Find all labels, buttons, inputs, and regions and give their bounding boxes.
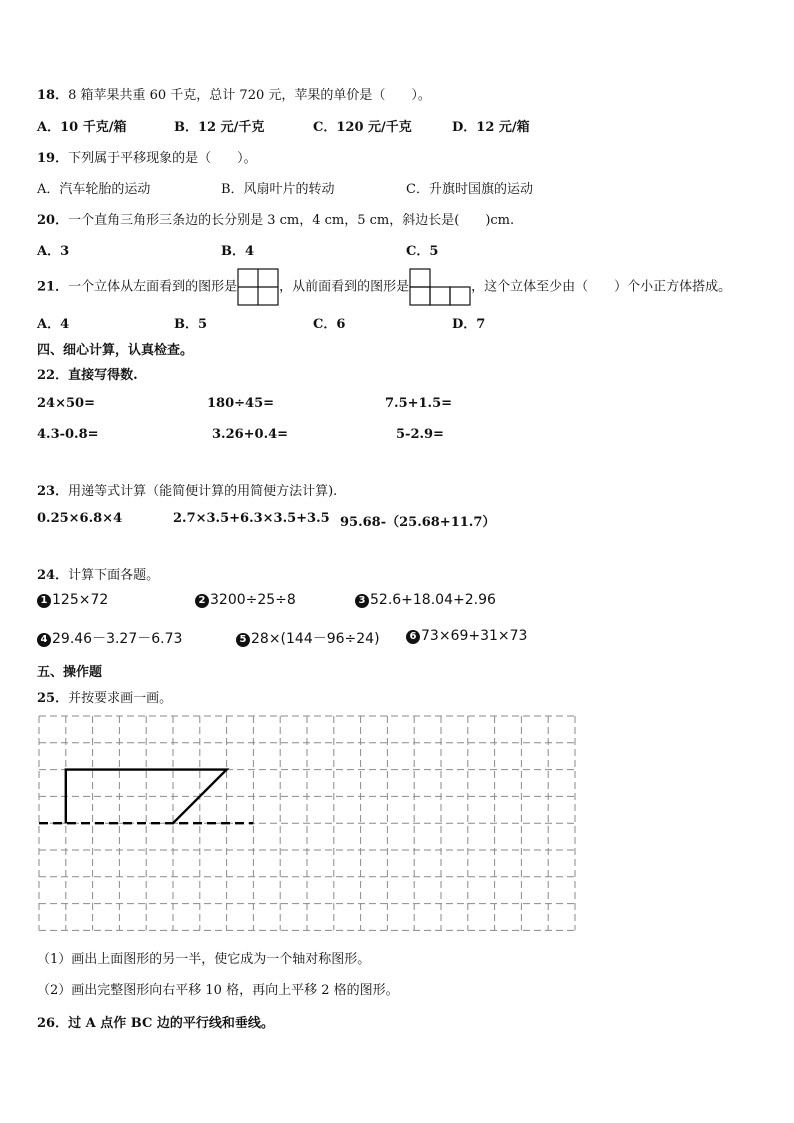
calc-item-4: 4 29.46－3.27－6.73 bbox=[37, 628, 182, 648]
calc-item-5: 5 28×(144－96÷24) bbox=[236, 628, 380, 648]
question-text: 一个直角三角形三条边的长分别是 3 cm，4 cm，5 cm，斜边长是( )cm. bbox=[68, 213, 515, 228]
section-title: 四、细心计算，认真检查。 bbox=[37, 343, 194, 358]
option-b[interactable]: B．12 元/千克 bbox=[174, 120, 265, 135]
question-text-a: 一个立体从左面看到的图形是 bbox=[68, 279, 238, 295]
question-text-c: ，这个立体至少由（ ）个小正方体搭成。 bbox=[471, 279, 732, 295]
option-c[interactable]: C．5 bbox=[406, 244, 439, 259]
calc-item: 4.3-0.8= bbox=[37, 427, 99, 442]
option-a[interactable]: A．4 bbox=[37, 317, 70, 332]
circled-number: 5 bbox=[236, 633, 250, 647]
question-text: 下列属于平移现象的是（ ）。 bbox=[68, 151, 257, 166]
calc-item: 24×50= bbox=[37, 396, 95, 411]
question-18 bbox=[37, 84, 431, 103]
grid-lines bbox=[39, 716, 575, 930]
calc-item: 180÷45= bbox=[207, 396, 275, 411]
calc-item: 3.26+0.4= bbox=[212, 427, 289, 442]
question-number: 19． bbox=[37, 151, 69, 166]
task-1: （1）画出上面图形的另一半，使它成为一个轴对称图形。 bbox=[37, 952, 371, 967]
option-a[interactable]: A．10 千克/箱 bbox=[37, 120, 127, 135]
calc-item: 5-2.9= bbox=[396, 427, 444, 442]
circled-number: 1 bbox=[37, 594, 51, 608]
section-title: 五、操作题 bbox=[37, 665, 103, 680]
calc-item-3: 3 52.6+18.04+2.96 bbox=[355, 592, 496, 608]
question-20 bbox=[37, 209, 514, 228]
calc-item-6: 6 73×69+31×73 bbox=[406, 628, 527, 644]
calc-item-1: 1 125×72 bbox=[37, 592, 108, 608]
question-text-b: ，从前面看到的图形是 bbox=[279, 279, 410, 295]
task-2: （2）画出完整图形向右平移 10 格，再向上平移 2 格的图形。 bbox=[37, 983, 399, 998]
calc-item: 95.68-（25.68+11.7） bbox=[340, 515, 496, 530]
question-text: 直接写得数. bbox=[68, 368, 138, 383]
circled-number: 4 bbox=[37, 633, 51, 647]
option-d[interactable]: D．7 bbox=[452, 317, 486, 332]
question-text: 用递等式计算（能简便计算的用简便方法计算). bbox=[68, 484, 338, 499]
question-text: 计算下面各题。 bbox=[68, 568, 160, 583]
calc-item-2: 2 3200÷25÷8 bbox=[195, 592, 296, 608]
question-number: 22． bbox=[37, 368, 69, 383]
option-c[interactable]: C．120 元/千克 bbox=[313, 120, 412, 135]
question-number: 25． bbox=[37, 691, 69, 706]
circled-number: 3 bbox=[355, 594, 369, 608]
circled-number: 2 bbox=[195, 594, 209, 608]
question-25 bbox=[37, 687, 172, 706]
calc-item: 2.7×3.5+6.3×3.5+3.5 bbox=[173, 511, 330, 526]
option-d[interactable]: D．12 元/箱 bbox=[452, 120, 530, 135]
option-c[interactable]: C．升旗时国旗的运动 bbox=[406, 182, 533, 197]
option-b[interactable]: B．5 bbox=[174, 317, 208, 332]
front-view-figure bbox=[409, 268, 471, 306]
question-number: 20． bbox=[37, 213, 69, 228]
left-view-figure bbox=[237, 268, 279, 306]
drawing-grid[interactable] bbox=[36, 713, 576, 935]
question-number: 18． bbox=[37, 88, 69, 103]
question-19 bbox=[37, 147, 257, 166]
option-a[interactable]: A．3 bbox=[37, 244, 70, 259]
calc-item: 7.5+1.5= bbox=[385, 396, 453, 411]
question-23 bbox=[37, 480, 337, 499]
question-number: 21． bbox=[37, 279, 69, 295]
question-text: 并按要求画一画。 bbox=[68, 691, 173, 706]
question-21 bbox=[37, 268, 731, 306]
question-number: 26． bbox=[37, 1016, 69, 1031]
option-b[interactable]: B．风扇叶片的转动 bbox=[221, 182, 335, 197]
question-number: 23． bbox=[37, 484, 69, 499]
option-a[interactable]: A．汽车轮胎的运动 bbox=[37, 182, 151, 197]
question-text: 8 箱苹果共重 60 千克，总计 720 元，苹果的单价是（ ）。 bbox=[68, 88, 431, 103]
question-text: 过 A 点作 BC 边的平行线和垂线。 bbox=[68, 1016, 274, 1031]
question-24 bbox=[37, 564, 159, 583]
calc-item: 0.25×6.8×4 bbox=[37, 511, 123, 526]
option-b[interactable]: B．4 bbox=[221, 244, 255, 259]
circled-number: 6 bbox=[406, 630, 420, 644]
question-26 bbox=[37, 1012, 274, 1031]
question-22 bbox=[37, 364, 138, 383]
question-number: 24． bbox=[37, 568, 69, 583]
option-c[interactable]: C．6 bbox=[313, 317, 346, 332]
